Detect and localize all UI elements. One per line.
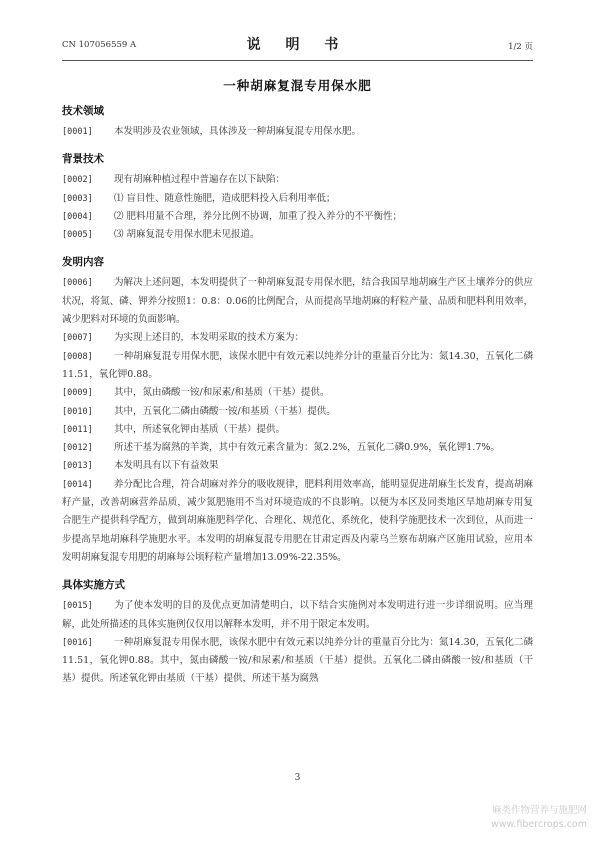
paragraph <box>62 226 533 244</box>
paragraph-number: [ 0005 ] <box>62 226 104 244</box>
paragraph-number: [ 0016 ] <box>62 634 104 652</box>
paragraph <box>62 123 533 141</box>
document-body <box>62 104 533 689</box>
section <box>62 152 533 244</box>
paragraph-text: 其中，所述氧化钾由基质（干基）提供。 <box>114 423 286 435</box>
paragraph-text: ⑴ 盲目性、随意性施肥，造成肥料投入后利用率低； <box>114 192 336 204</box>
paragraph <box>62 348 533 385</box>
paragraph-number: [ 0008 ] <box>62 348 104 366</box>
paragraph <box>62 403 533 421</box>
paragraph-text: 为解决上述问题，本发明提供了一种胡麻复混专用保水肥，结合我国旱地胡麻生产区土壤养分的供应状况，将氮、磷、钾养分按照1：0.8：0.06的比例配合，从而提高旱地胡麻的籽粒产量、品质和肥料利用效率，减少肥料对环境的负面影响。 <box>62 277 533 326</box>
paragraph <box>62 274 533 329</box>
paragraph-text: 养分配比合理，符合胡麻对养分的吸收规律，肥料利用效率高，能明显促进胡麻生长发育，提高胡麻籽产量，改善胡麻营养品质，减少氮肥施用不当对环境造成的不良影响。以便为本区及同类地区旱地胡麻专用复合肥生产提供科学配方，做到胡麻施肥科学化、合理化、规范化、系统化，使科学施肥技术一次到位，从而进一步提高旱地胡麻科学施肥水平。本发明的胡麻复混专用肥在甘肃定西及内蒙乌兰察布胡麻产区施用试验，应用本发明胡麻复混专用肥的胡麻每公顷籽粒产量增加13.09%-22.35%。 <box>62 478 533 563</box>
paragraph-number: [ 0007 ] <box>62 329 104 347</box>
paragraph-text: 一种胡麻复混专用保水肥，该保水肥中有效元素以纯养分计的重量百分比为：氮14.30，五氧化二磷11.51，氧化钾0.88。其中，氮由磷酸一铵/和尿素/和基质（干基）提供。五氧化二磷由磷酸一铵/和基质（干基）提供。所述氧化钾由基质（干基）提供，所述干基为腐熟 <box>62 636 533 685</box>
paragraph-text: 本发明涉及农业领域，具体涉及一种胡麻复混专用保水肥。 <box>114 126 362 137</box>
watermark-line-2: www.fibercrops.com <box>490 819 587 830</box>
section-title: 具体实施方式 <box>62 579 125 592</box>
document-title: 一种胡麻复混专用保水肥 <box>223 78 372 93</box>
paragraph-text: 所述干基为腐熟的羊粪，其中有效元素含量为：氮2.2%，五氧化二磷0.9%，氧化钾1.7%。 <box>114 442 500 454</box>
paragraph <box>62 476 533 567</box>
paragraph-number: [ 0013 ] <box>62 457 104 475</box>
paragraph-number: [ 0009 ] <box>62 384 104 402</box>
section-title: 背景技术 <box>62 153 104 166</box>
paragraph-text: ⑵ 肥料用量不合理，养分比例不协调，加重了投入养分的不平衡性； <box>114 210 403 222</box>
watermark <box>491 804 587 832</box>
paragraph <box>62 208 533 226</box>
paragraph-number: [ 0010 ] <box>62 403 104 421</box>
section <box>62 104 533 141</box>
paragraph <box>62 384 533 402</box>
paragraph-number: [ 0011 ] <box>62 421 104 439</box>
paragraph-number: [ 0003 ] <box>62 190 104 208</box>
paragraph <box>62 457 533 475</box>
paragraph-number: [ 0002 ] <box>62 171 104 189</box>
paragraph-text: 现有胡麻种植过程中普遍存在以下缺陷： <box>114 174 286 186</box>
section <box>62 578 533 688</box>
paragraph-text: 为了使本发明的目的及优点更加清楚明白，以下结合实施例对本发明进行进一步详细说明。应当理解，此处所描述的具体实施例仅仅用以解释本发明，并不用于限定本发明。 <box>62 600 533 630</box>
paragraph <box>62 171 533 189</box>
paragraph-text: ⑶ 胡麻复混专用保水肥未见报道。 <box>114 229 260 241</box>
paragraph-number: [ 0012 ] <box>62 439 104 457</box>
page-header <box>62 30 533 60</box>
paragraph-number: [ 0004 ] <box>62 208 104 226</box>
paragraph-text: 本发明具有以下有益效果 <box>114 460 219 472</box>
paragraph <box>62 634 533 689</box>
page-number: 3 <box>294 773 301 783</box>
header-rule <box>62 60 533 61</box>
patent-number: CN 107056559 A <box>62 40 137 50</box>
paragraph <box>62 439 533 457</box>
paragraph-number: [ 0014 ] <box>62 476 104 494</box>
paragraph <box>62 190 533 208</box>
watermark-line-1: 麻类作物营养与施肥网 <box>491 805 587 816</box>
paragraph-number: [ 0015 ] <box>62 597 104 615</box>
document-type-title: 说 明 书 <box>246 37 349 53</box>
paragraph-text: 其中，氮由磷酸一铵/和尿素/和基质（干基）提供。 <box>114 387 330 399</box>
page-indicator: 1/2 页 <box>508 42 533 52</box>
paragraph-text: 一种胡麻复混专用保水肥，该保水肥中有效元素以纯养分计的重量百分比为：氮14.30，五氧化二磷11.51，氧化钾0.88。 <box>62 350 533 380</box>
paragraph-number: [ 0001 ] <box>62 123 104 141</box>
section-title: 发明内容 <box>62 256 104 269</box>
paragraph-text: 为实现上述目的，本发明采取的技术方案为： <box>114 332 305 344</box>
paragraph-text: 其中，五氧化二磷由磷酸一铵/和基质（干基）提供。 <box>114 405 336 417</box>
section <box>62 255 533 567</box>
paragraph-number: [ 0006 ] <box>62 274 104 292</box>
paragraph <box>62 421 533 439</box>
paragraph <box>62 329 533 347</box>
section-title: 技术领域 <box>62 105 104 117</box>
paragraph <box>62 597 533 634</box>
